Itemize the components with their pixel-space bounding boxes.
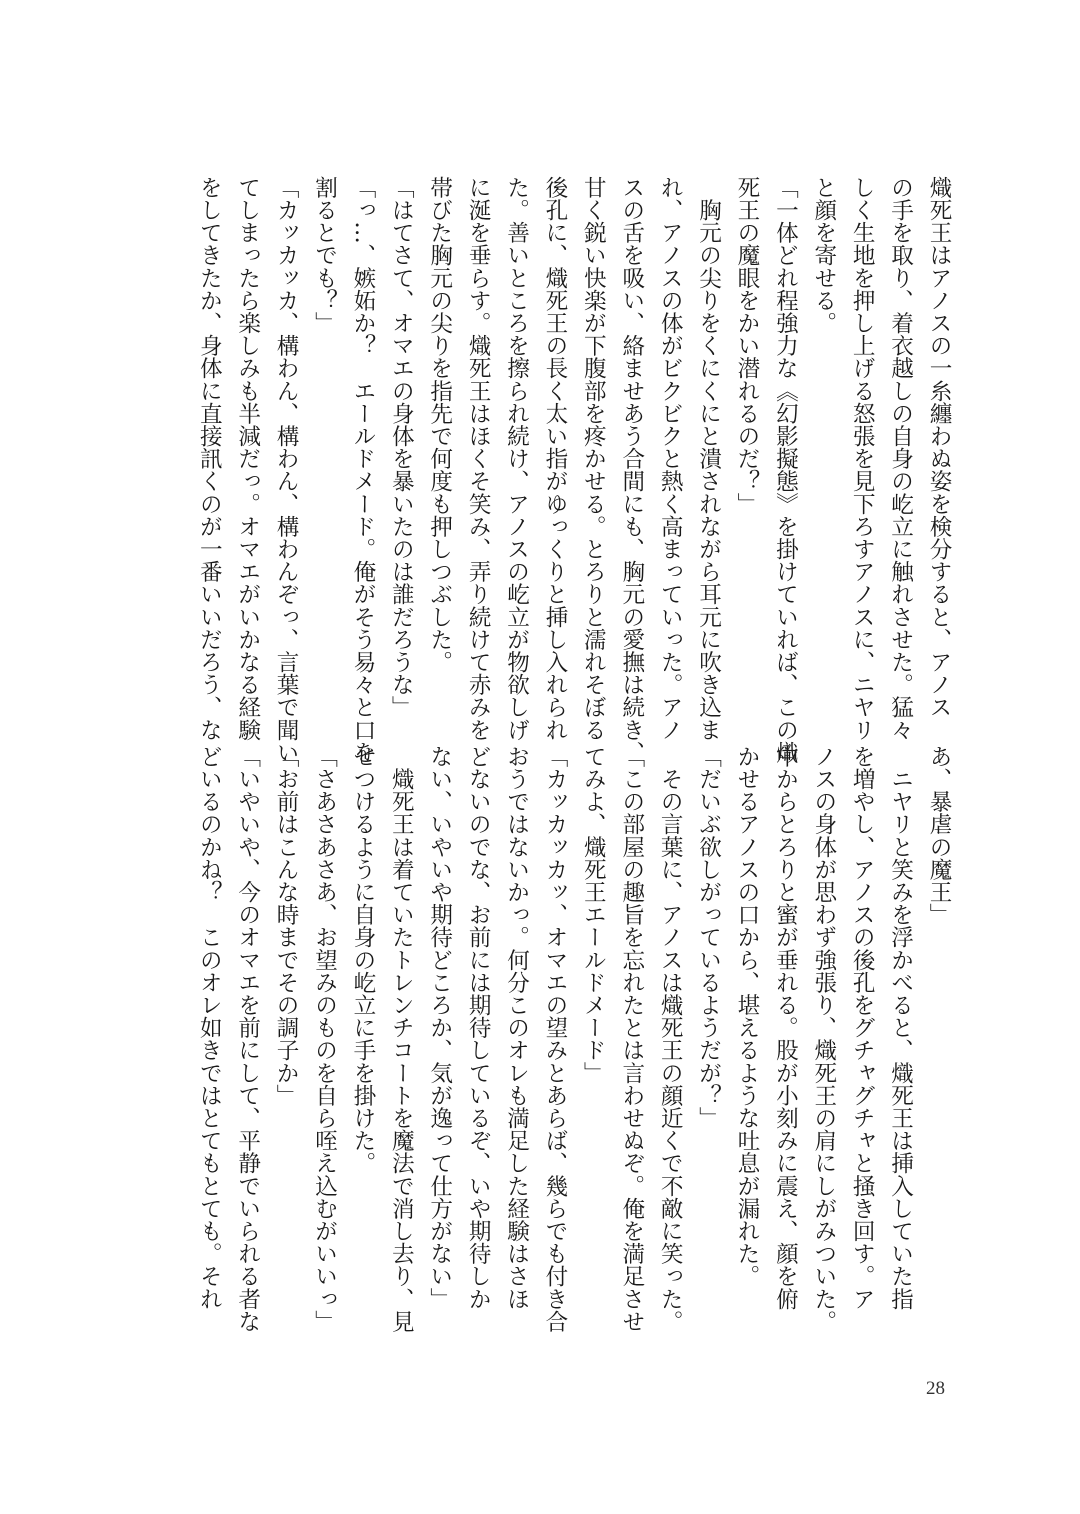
text-line: 死王の魔眼をかい潜れるのだ？」 <box>733 176 760 515</box>
text-line: しく生地を押し上げる怒張を見下ろすアノスに、ニヤリ <box>849 176 876 741</box>
text-line: ノスの身体が思わず強張り、熾死王の肩にしがみついた。 <box>810 745 837 1333</box>
text-line: 「さあさあさあ、お望みのものを自ら咥え込むがいいっ」 <box>311 745 338 1333</box>
text-line: ニヤリと笑みを浮かべると、熾死王は挿入していた指 <box>887 745 914 1310</box>
text-line: その言葉に、アノスは熾死王の顔近くで不敵に笑った。 <box>657 745 684 1333</box>
text-line: 帯びた胸元の尖りを指先で何度も押しつぶした。 <box>426 176 453 674</box>
text-line: を増やし、アノスの後孔をグチャグチャと掻き回す。ア <box>849 745 876 1310</box>
text-line: と顔を寄せる。 <box>810 176 837 335</box>
text-line: 熾死王はアノスの一糸纏わぬ姿を検分すると、アノス <box>926 176 952 719</box>
text-line: 「お前はこんな時までその調子か」 <box>273 745 300 1107</box>
page-number: 28 <box>926 1378 945 1399</box>
text-line: 割るとでも？」 <box>311 176 338 335</box>
text-line: おうではないかっ。何分このオレも満足した経験はさほ <box>503 745 530 1310</box>
text-line: 「カッカッカ、構わん、構わん、構わんぞっ、言葉で聞い <box>273 176 300 764</box>
text-line: 「っ…、嫉妬か？ エールドメード。俺がそう易々と口を <box>349 176 376 764</box>
text-line: 「一体どれ程強力な《幻影擬態》を掛けていれば、この熾 <box>772 176 799 764</box>
text-line: 胸元の尖りをくにくにと潰されながら耳元に吹き込ま <box>695 176 722 741</box>
text-line: あ、暴虐の魔王」 <box>926 745 952 926</box>
text-line: 「だいぶ欲しがっているようだが？」 <box>695 745 722 1130</box>
text-line: の手を取り、着衣越しの自身の屹立に触れさせた。猛々 <box>887 176 914 741</box>
text-line: ない、いやいや期待どころか、気が逸って仕方がない」 <box>426 745 453 1310</box>
text-line: れ、アノスの体がビクビクと熱く高まっていった。アノ <box>657 176 684 741</box>
text-line: どいるのかね？ このオレ如きではとてもとても。それ <box>196 745 223 1310</box>
text-line: スの舌を吸い、絡ませあう合間にも、胸元の愛撫は続き、 <box>618 176 645 764</box>
text-line: てしまったら楽しみも半減だっ。オマエがいかなる経験 <box>234 176 261 741</box>
text-block-bottom <box>190 745 958 1333</box>
text-line: 「この部屋の趣旨を忘れたとは言わせぬぞ。俺を満足させ <box>618 745 645 1333</box>
text-line: どないのでな、お前には期待しているぞ、いや期待しか <box>465 745 492 1310</box>
text-line: に涎を垂らす。熾死王はほくそ笑み、弄り続けて赤みを <box>465 176 492 741</box>
text-line: てみよ、熾死王エールドメード」 <box>580 745 607 1084</box>
text-line: た。善いところを擦られ続け、アノスの屹立が物欲しげ <box>503 176 530 741</box>
text-line: かせるアノスの口から、堪えるような吐息が漏れた。 <box>733 745 760 1288</box>
text-line: 熾死王は着ていたトレンチコートを魔法で消し去り、見 <box>388 745 415 1333</box>
text-block-top <box>190 176 958 764</box>
text-line: 「カッカッカッ、オマエの望みとあらば、幾らでも付き合 <box>541 745 568 1333</box>
text-line: 甘く鋭い快楽が下腹部を疼かせる。とろりと濡れそぼる <box>580 176 607 741</box>
text-line: をしてきたか、身体に直接訊くのが一番いいだろう、な <box>196 176 223 741</box>
text-line: 「はてさて、オマエの身体を暴いたのは誰だろうな」 <box>388 176 415 719</box>
text-line: せつけるように自身の屹立に手を掛けた。 <box>349 745 376 1175</box>
text-line: 後孔に、熾死王の長く太い指がゆっくりと挿し入れられ <box>541 176 568 741</box>
text-line: 「いやいや、今のオマエを前にして、平静でいられる者な <box>234 745 261 1333</box>
text-line: 中からとろりと蜜が垂れる。股が小刻みに震え、顔を俯 <box>772 745 799 1310</box>
